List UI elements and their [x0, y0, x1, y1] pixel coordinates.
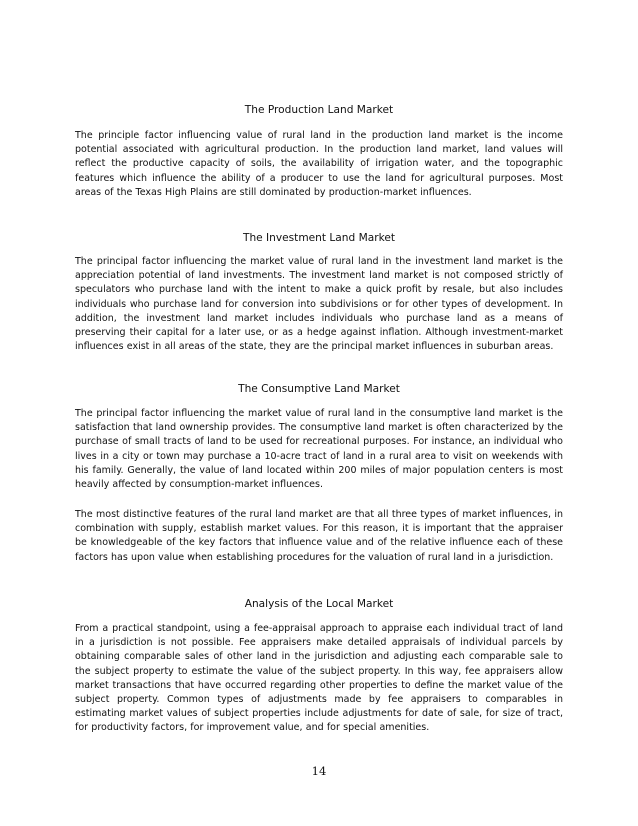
paragraph-investment-land-market: The principal factor influencing the market value of rural land in the investment land market is the appreciation potential of land investments. The investment land market is not composed strictly of speculators who purchase land with the intent to make a quick profit by resale, but also includes individuals who purchase land for conversion into subdivisions or for other types of development. In addition, the investment land market includes individuals who purchase land as a means of preserving their capital for a later use, or as a hedge against inflation. Although investment-market influences exist in all areas of the state, they are the principal market influences in suburban areas.: [75, 256, 563, 353]
paragraph-consumptive-land-market: The principal factor influencing the market value of rural land in the consumptive land market is the satisfaction that land ownership provides. The consumptive land market is often characterized by the purchase of small tracts of land to be used for recreational purposes. For instance, an individual who lives in a city or town may purchase a 10-acre tract of land in a rural area to visit on weekends with his family. Generally, the value of land located within 200 miles of major population centers is most heavily affected by consumption-market influences.: [75, 408, 563, 491]
paragraph-rural-land-market-features: The most distinctive features of the rural land market are that all three types of market influences, in combination with supply, establish market values. For this reason, it is important that the appraiser be knowledgeable of the key factors that influence value and of the relative influence each of these factors has upon value when establishing procedures for the valuation of rural land in a jurisdiction.: [75, 509, 563, 563]
section-title-production-land-market: The Production Land Market: [244, 104, 394, 116]
page-number: 14: [311, 764, 327, 778]
section-title-investment-land-market: The Investment Land Market: [242, 232, 396, 244]
paragraph-production-land-market: The principle factor influencing value of rural land in the production land market is the income potential associated with agricultural production. In the production land market, land values will reflect the productive capacity of soils, the availability of irrigation water, and the topographic features which influence the ability of a producer to use the land for agricultural purposes. Most areas of the Texas High Plains are still dominated by production-market influences.: [75, 130, 563, 198]
section-title-analysis-local-market: Analysis of the Local Market: [244, 598, 394, 610]
section-title-consumptive-land-market: The Consumptive Land Market: [238, 383, 400, 395]
paragraph-analysis-local-market: From a practical standpoint, using a fee-appraisal approach to appraise each individual tract of land in a jurisdiction is not possible. Fee appraisers make detailed appraisals of individual parcels by obtaining comparable sales of other land in the jurisdiction and adjusting each comparable sale to the subject property to estimate the value of the subject property. In this way, fee appraisers allow market transactions that have occurred regarding other properties to define the market value of the subject property. Common types of adjustments made by fee appraisers to comparables in estimating market values of subject properties include adjustments for date of sale, for size of tract, for productivity factors, for improvement value, and for special amenities.: [75, 623, 563, 734]
